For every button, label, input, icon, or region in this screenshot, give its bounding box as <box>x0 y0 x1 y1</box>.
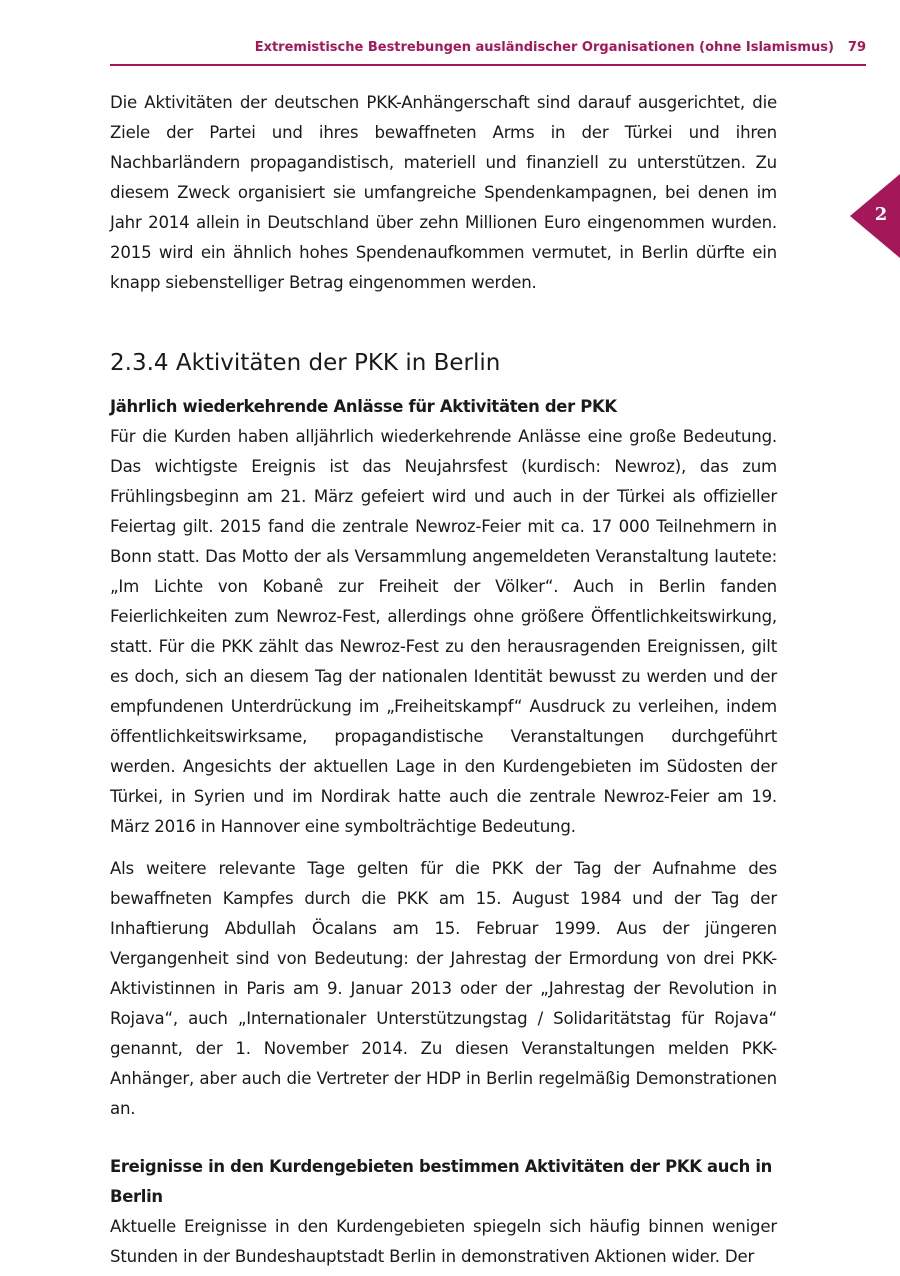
page-number: 79 <box>847 40 866 55</box>
subsection-heading-annual-events: Jährlich wiederkehrende Anlässe für Aktivitäten der PKK <box>110 397 617 416</box>
running-title: Extremistische Bestrebungen ausländischer Organisationen (ohne Islamismus) <box>254 40 834 55</box>
paragraph-newroz: Für die Kurden haben alljährlich wiederkehrende Anlässe eine große Bedeutung. Das wichtigste Ereignis ist das Neujahrsfest (kurdisch: Newroz), das zum Frühlingsbeginn am 21. März gefeiert wird und auch in der Türkei als offizieller Feiertag gilt. 2015 fand die zentrale Newroz-Feier mit ca. 17 000 Teilnehmern in Bonn statt. Das Motto der als Versammlung angemeldeten Veranstaltung lautete: „Im Lichte von Kobanê zur Freiheit der Völker“. Auch in Berlin fanden Feierlichkeiten zum Newroz-Fest, allerdings ohne größere Öffentlichkeitswirkung, statt. Für die PKK zählt das Newroz-Fest zu den herausragenden Ereignissen, gilt es doch, sich an diesem Tag der nationalen Identität bewusst zu werden und der empfundenen Unterdrückung im „Freiheitskampf“ Ausdruck zu verleihen, indem öffentlichkeitswirksame, propagandistische Veranstaltungen durchgeführt werden. Angesichts der aktuellen Lage in den Kurdengebieten im Südosten der Türkei, in Syrien und im Nordirak hatte auch die zentrale Newroz-Feier am 19. März 2016 in Hannover eine symbolträchtige Bedeutung. <box>110 427 777 836</box>
paragraph-relevant-days: Als weitere relevante Tage gelten für die PKK der Tag der Aufnahme des bewaffneten Kampfes durch die PKK am 15. August 1984 und der Tag der Inhaftierung Abdullah Öcalans am 15. Februar 1999. Aus der jüngeren Vergangenheit sind von Bedeutung: der Jahrestag der Ermordung von drei PKK-Aktivistinnen in Paris am 9. Januar 2013 oder der „Jahrestag der Revolution in Rojava“, auch „Internationaler Unterstützungstag / Solidaritätstag für Rojava“ genannt, der 1. November 2014. Zu diesen Veranstaltungen melden PKK-Anhänger, aber auch die Vertreter der HDP in Berlin regelmäßig Demonstrationen an. <box>110 859 777 1118</box>
page-content <box>110 88 777 1272</box>
subsection-heading-kurdish-events: Ereignisse in den Kurdengebieten bestimmen Aktivitäten der PKK auch in Berlin <box>110 1157 773 1206</box>
chapter-number: 2 <box>874 204 888 225</box>
section-heading: 2.3.4 Aktivitäten der PKK in Berlin <box>110 350 501 376</box>
paragraph-current-events: Aktuelle Ereignisse in den Kurdengebieten spiegeln sich häufig binnen weniger Stunden in der Bundeshauptstadt Berlin in demonstrativen Aktionen wider. Der <box>110 1217 777 1266</box>
intro-paragraph: Die Aktivitäten der deutschen PKK-Anhängerschaft sind darauf ausgerichtet, die Ziele der Partei und ihres bewaffneten Arms in der Türkei und ihren Nachbarländern propagandistisch, materiell und finanziell zu unterstützen. Zu diesem Zweck organisiert sie umfangreiche Spendenkampagnen, bei denen im Jahr 2014 allein in Deutschland über zehn Millionen Euro eingenommen wurden. 2015 wird ein ähnlich hohes Spendenaufkommen vermutet, in Berlin dürfte ein knapp siebenstelliger Betrag eingenommen werden. <box>110 93 777 292</box>
chapter-tab <box>850 174 900 258</box>
running-header <box>110 40 866 66</box>
